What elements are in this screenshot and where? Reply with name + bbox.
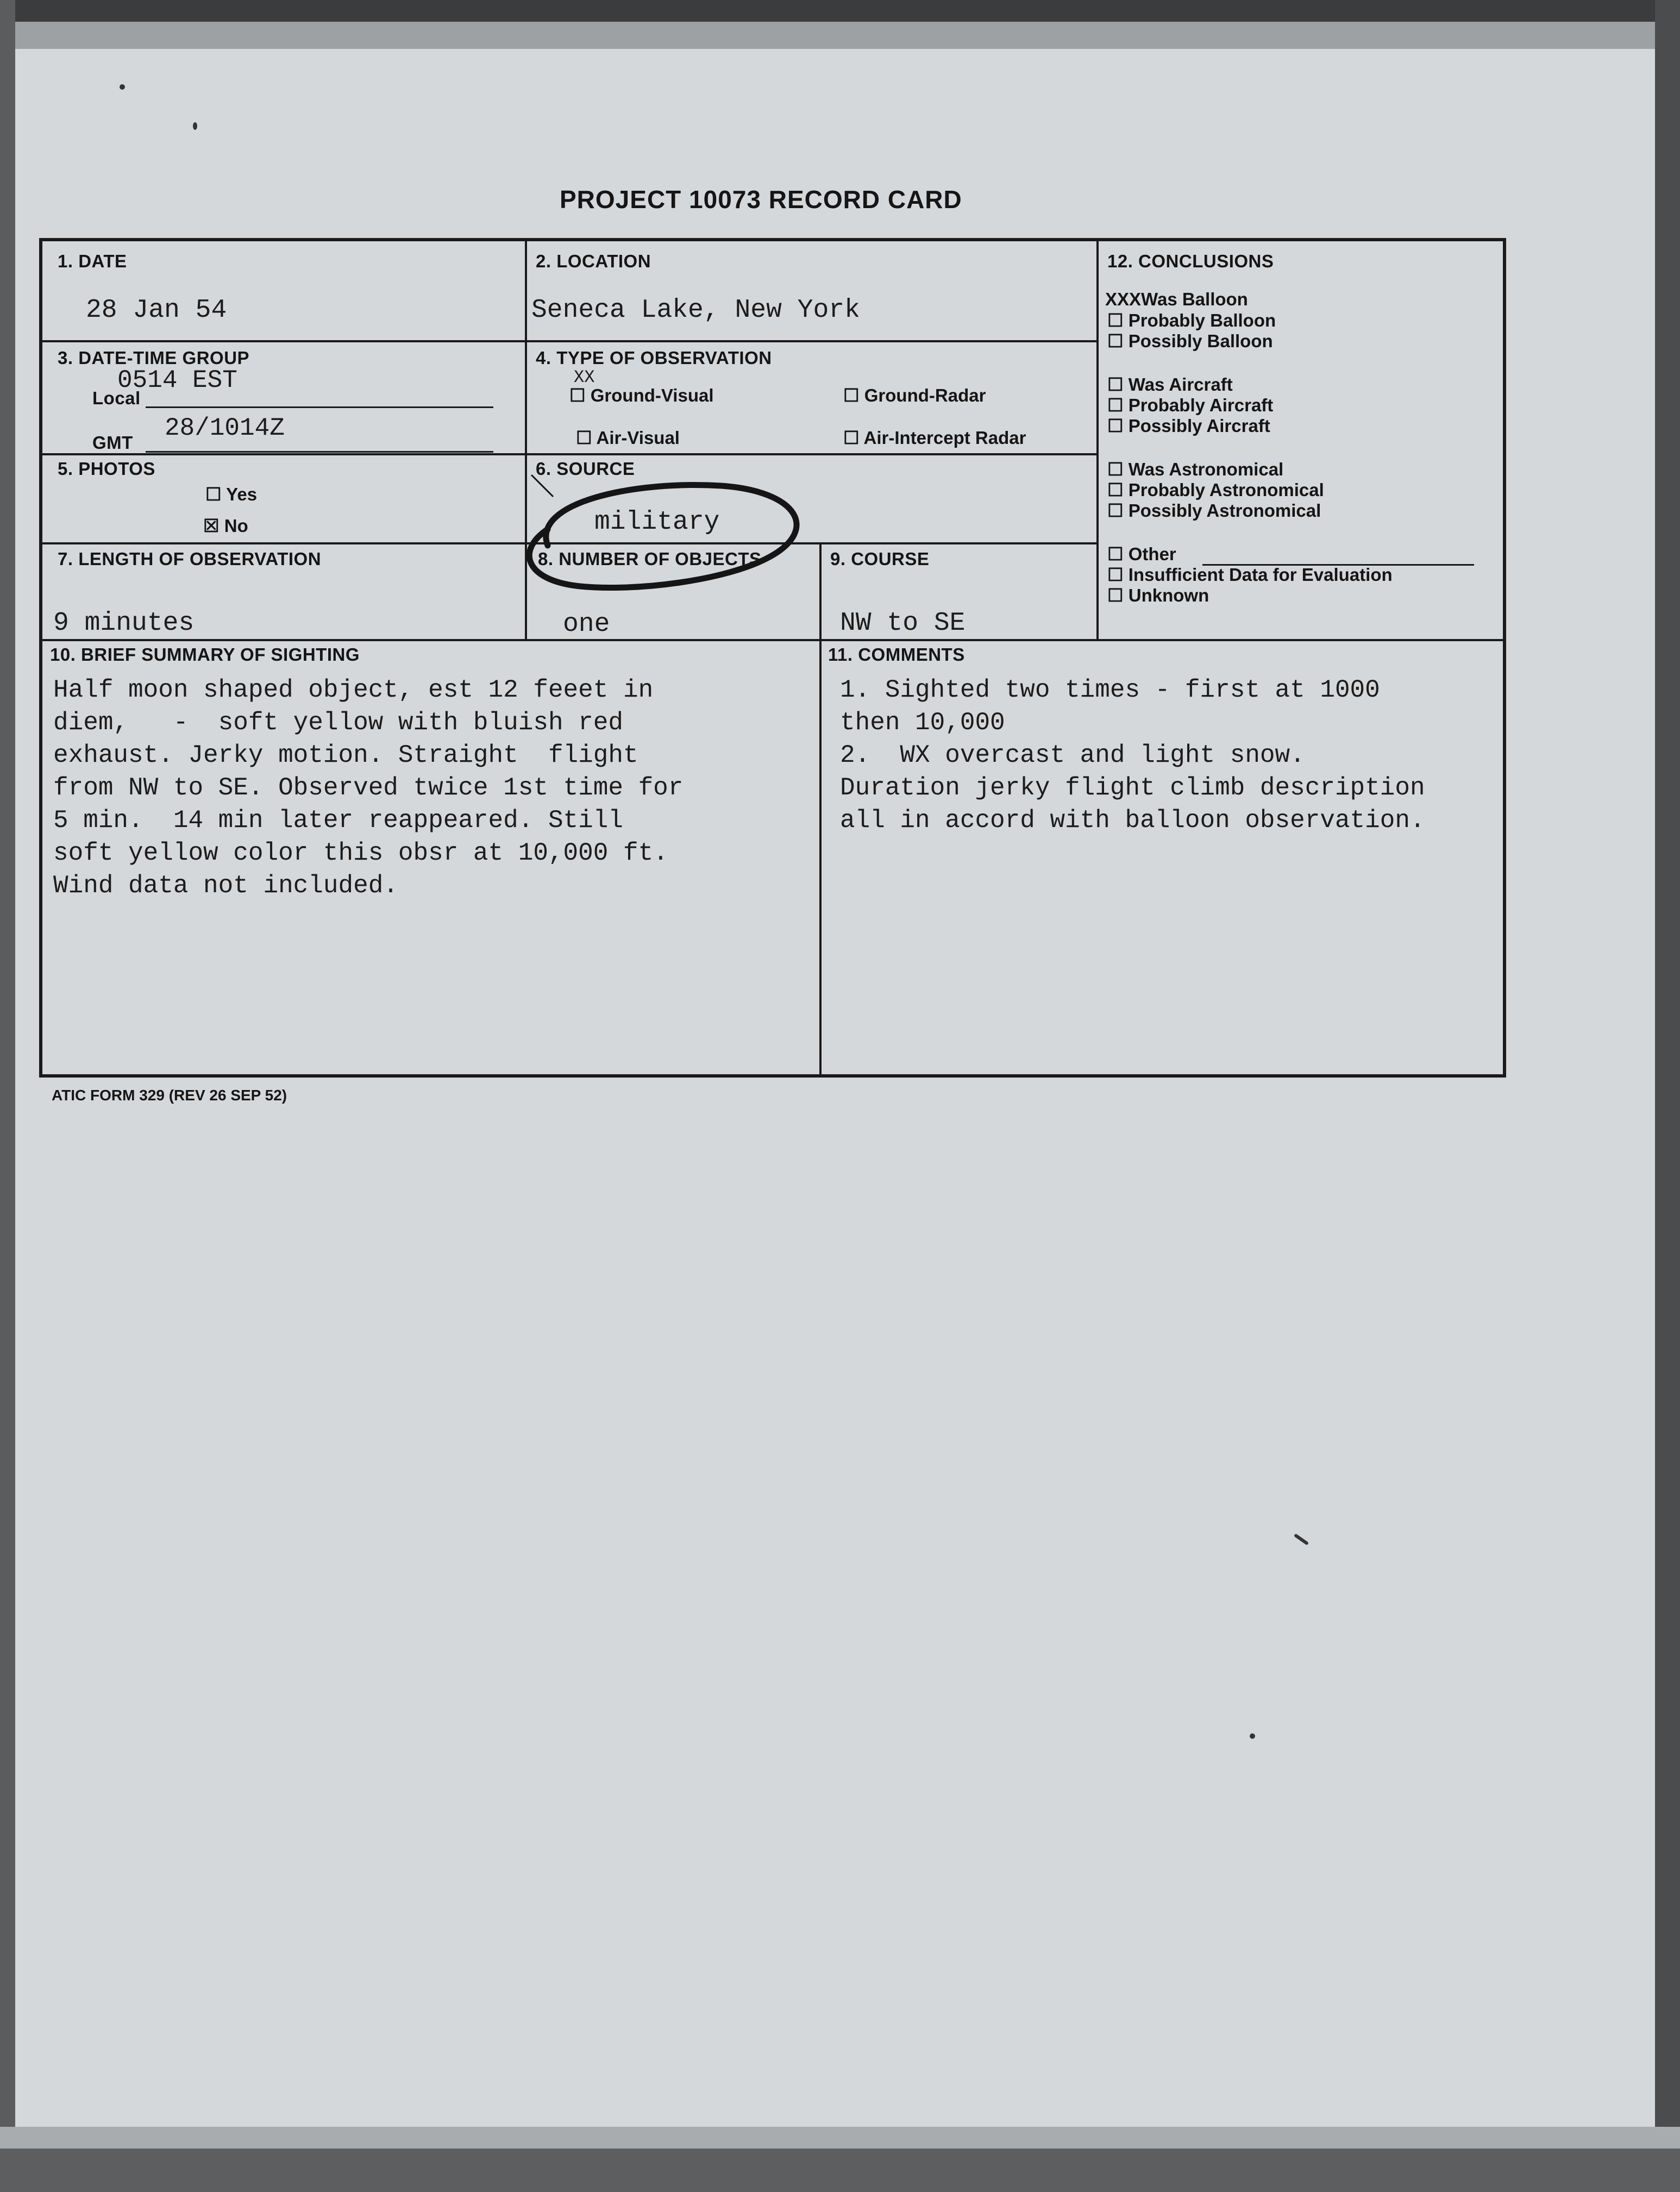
ground-visual-label: Ground-Visual <box>590 385 714 405</box>
possibly-astronomical-label: Possibly Astronomical <box>1128 500 1321 521</box>
gmt-label: GMT <box>92 433 133 453</box>
scan-speck <box>1294 1533 1309 1545</box>
location-label: 2. LOCATION <box>536 251 651 271</box>
ground-visual-option[interactable]: ☐ Ground-Visual <box>569 385 714 405</box>
was-aircraft-label: Was Aircraft <box>1128 374 1233 394</box>
scan-speck <box>120 84 125 90</box>
was-balloon-label: Was Balloon <box>1141 289 1248 309</box>
was-balloon-option[interactable] <box>1105 289 1248 310</box>
scan-border-bottom-inner <box>0 2127 1680 2149</box>
summary-line: Wind data not included. <box>53 872 398 900</box>
scan-speck <box>1250 1733 1255 1739</box>
scan-border-left <box>0 0 15 2192</box>
other-label: Other <box>1128 544 1176 564</box>
scan-speck <box>193 122 197 130</box>
air-intercept-radar-label: Air-Intercept Radar <box>863 428 1026 448</box>
air-intercept-radar-option[interactable]: ☐ Air-Intercept Radar <box>843 428 1026 448</box>
probably-balloon-label: Probably Balloon <box>1128 310 1276 330</box>
local-underline <box>146 406 493 408</box>
hand-drawn-circle <box>515 464 819 605</box>
photos-no-label: No <box>224 516 248 536</box>
comments-label: 11. COMMENTS <box>828 644 965 665</box>
comments-line: all in accord with balloon observation. <box>840 806 1425 835</box>
was-astronomical-label: Was Astronomical <box>1128 459 1284 479</box>
course-value: NW to SE <box>840 609 966 638</box>
probably-aircraft-option[interactable]: ☐ Probably Aircraft <box>1107 395 1274 415</box>
summary-line: exhaust. Jerky motion. Straight flight <box>53 741 638 769</box>
photos-yes-label: Yes <box>226 484 258 504</box>
local-label: Local <box>92 388 141 408</box>
was-balloon-mark: XXX <box>1105 289 1142 309</box>
summary-line: soft yellow color this obsr at 10,000 ft. <box>53 839 668 867</box>
comments-line: Duration jerky flight climb description <box>840 774 1425 802</box>
photos-label: 5. PHOTOS <box>58 459 155 479</box>
possibly-astronomical-option[interactable]: ☐ Possibly Astronomical <box>1107 500 1321 521</box>
gmt-value: 28/1014Z <box>165 414 285 442</box>
comments-text <box>840 674 1425 837</box>
comments-line: 1. Sighted two times - first at 1000 <box>840 676 1380 704</box>
source-value: military <box>594 508 720 537</box>
ground-visual-mark: XX <box>574 367 595 387</box>
ground-radar-option[interactable]: ☐ Ground-Radar <box>843 385 986 405</box>
number-of-objects-label: 8. NUMBER OF OBJECTS <box>538 549 762 569</box>
summary-line: diem, - soft yellow with bluish red <box>53 709 623 737</box>
number-of-objects-value: one <box>563 610 610 639</box>
insufficient-data-label: Insufficient Data for Evaluation <box>1128 565 1393 585</box>
source-label: 6. SOURCE <box>536 459 635 479</box>
record-card <box>39 238 1506 1078</box>
grid-line <box>42 453 1096 455</box>
scan-border-right <box>1655 0 1680 2192</box>
conclusions-label: 12. CONCLUSIONS <box>1107 251 1274 271</box>
air-visual-label: Air-Visual <box>596 428 680 448</box>
comments-line: then 10,000 <box>840 709 1005 737</box>
ground-radar-label: Ground-Radar <box>864 385 986 405</box>
possibly-balloon-option[interactable]: ☐ Possibly Balloon <box>1107 331 1273 351</box>
insufficient-data-option[interactable]: ☐ Insufficient Data for Evaluation <box>1107 565 1393 585</box>
unknown-option[interactable]: ☐ Unknown <box>1107 585 1209 605</box>
air-visual-option[interactable]: ☐ Air-Visual <box>576 428 680 448</box>
grid-line <box>42 340 1096 342</box>
form-id: ATIC FORM 329 (REV 26 SEP 52) <box>52 1087 287 1104</box>
gmt-underline <box>146 451 493 453</box>
probably-astronomical-label: Probably Astronomical <box>1128 480 1324 500</box>
date-time-group-label: 3. DATE-TIME GROUP <box>58 348 250 368</box>
was-astronomical-option[interactable]: ☐ Was Astronomical <box>1107 459 1284 479</box>
grid-line <box>1096 241 1099 639</box>
possibly-balloon-label: Possibly Balloon <box>1128 331 1273 351</box>
other-option[interactable]: ☐ Other <box>1107 544 1176 564</box>
grid-line <box>819 542 822 1075</box>
card-title: PROJECT 10073 RECORD CARD <box>560 185 962 214</box>
date-label: 1. DATE <box>58 251 127 271</box>
course-label: 9. COURSE <box>830 549 930 569</box>
photos-yes-option[interactable]: ☐ Yes <box>205 484 258 504</box>
probably-astronomical-option[interactable]: ☐ Probably Astronomical <box>1107 480 1324 500</box>
date-value: 28 Jan 54 <box>86 296 227 325</box>
unknown-label: Unknown <box>1128 585 1209 605</box>
type-of-observation-label: 4. TYPE OF OBSERVATION <box>536 348 772 368</box>
possibly-aircraft-label: Possibly Aircraft <box>1128 416 1270 436</box>
length-of-observation-value: 9 minutes <box>53 609 195 638</box>
photos-no-option[interactable]: ☒ No <box>203 516 248 536</box>
summary-line: from NW to SE. Observed twice 1st time for <box>53 774 684 802</box>
summary-line: Half moon shaped object, est 12 feeet in <box>53 676 654 704</box>
summary-line: 5 min. 14 min later reappeared. Still <box>53 806 623 835</box>
summary-label: 10. BRIEF SUMMARY OF SIGHTING <box>50 644 360 665</box>
location-value: Seneca Lake, New York <box>531 296 860 325</box>
length-of-observation-label: 7. LENGTH OF OBSERVATION <box>58 549 322 569</box>
possibly-aircraft-option[interactable]: ☐ Possibly Aircraft <box>1107 416 1270 436</box>
probably-balloon-option[interactable]: ☐ Probably Balloon <box>1107 310 1276 330</box>
probably-aircraft-label: Probably Aircraft <box>1128 395 1274 415</box>
was-aircraft-option[interactable]: ☐ Was Aircraft <box>1107 374 1233 394</box>
grid-line <box>42 639 1504 641</box>
summary-text <box>53 674 683 902</box>
local-time-value: 0514 EST <box>117 366 237 394</box>
scan-border-top-inner <box>0 22 1680 49</box>
comments-line: 2. WX overcast and light snow. <box>840 741 1305 769</box>
scan-border-bottom <box>0 2149 1680 2192</box>
